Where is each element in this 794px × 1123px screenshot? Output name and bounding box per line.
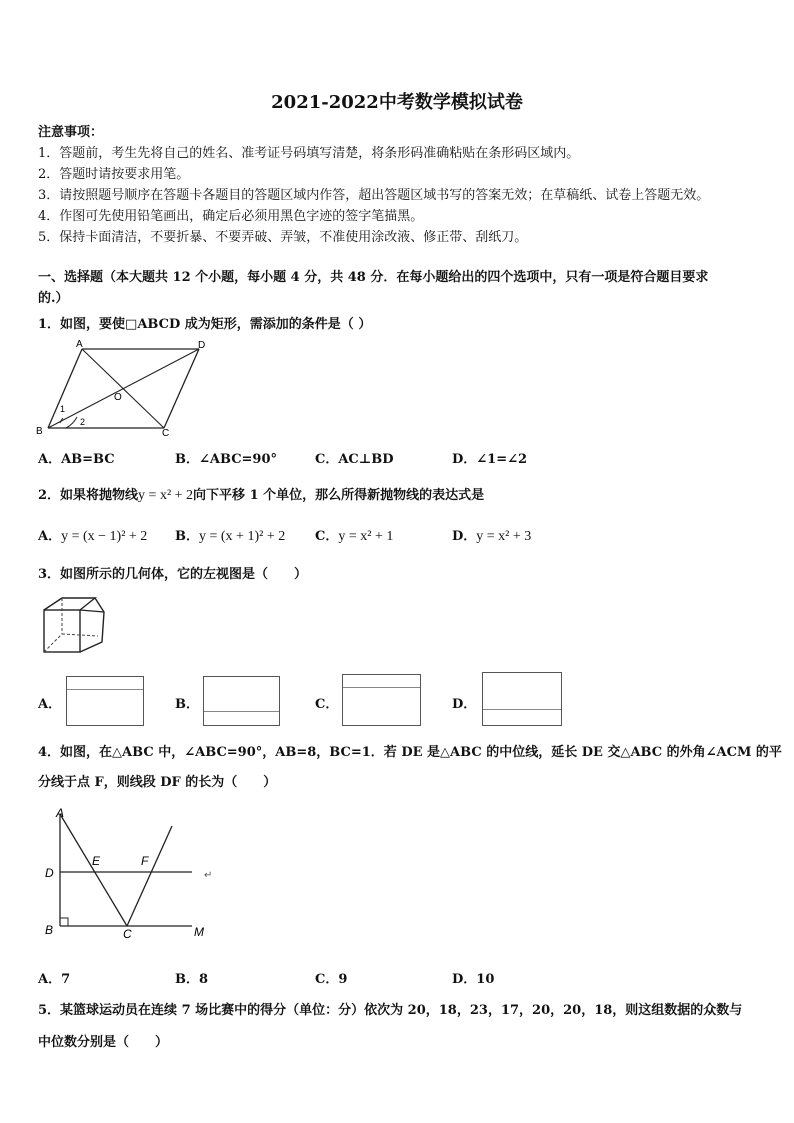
q1-option-c[interactable]: C．AC⊥BD	[315, 452, 394, 467]
q3-option-a-label[interactable]: A．	[38, 697, 62, 712]
q1-label-angle1: 1	[60, 404, 66, 414]
q4-triangle-figure	[42, 806, 222, 941]
q3-option-a-edge	[67, 689, 143, 690]
q4-option-c[interactable]: C．9	[315, 972, 348, 987]
q1-stem: 1．如图，要使□ABCD 成为矩形，需添加的条件是（ ）	[38, 317, 372, 332]
q4-option-d[interactable]: D．10	[452, 972, 495, 987]
q4-stem-line2: 分线于点 F，则线段 DF 的长为（ ）	[38, 775, 277, 790]
q3-option-b-label[interactable]: B．	[175, 697, 199, 712]
q3-stem: 3．如图所示的几何体，它的左视图是（ ）	[38, 567, 308, 582]
note-item: 5．保持卡面清洁，不要折暴、不要弄破、弄皱，不准使用涂改液、修正带、刮纸刀。	[38, 230, 528, 245]
q4-return-mark: ↵	[204, 870, 213, 881]
q3-solid-figure	[40, 596, 110, 658]
q2-option-a[interactable]	[38, 525, 147, 545]
q4-label-c: C	[123, 927, 132, 941]
page-title: 2021-2022中考数学模拟试卷	[271, 92, 523, 113]
q3-option-c-label[interactable]: C．	[315, 697, 339, 712]
q4-option-b[interactable]: B．8	[175, 972, 209, 987]
q4-label-b: B	[45, 923, 54, 937]
q1-option-a[interactable]: A．AB=BC	[38, 452, 115, 467]
q1-label-a: A	[76, 339, 83, 350]
q4-stem-line1: 4．如图，在△ABC 中，∠ABC=90°，AB=8，BC=1．若 DE 是△ABC 的中位线，延长 DE 交△ABC 的外角∠ACM 的平	[38, 745, 782, 760]
q5-stem-line1: 5．某篮球运动员在连续 7 场比赛中的得分（单位：分）依次为 20，18，23，17，20，20，18，则这组数据的众数与	[38, 1003, 743, 1018]
q3-option-d-edge	[483, 709, 561, 710]
q2-stem-pre: 2．如果将抛物线	[38, 488, 139, 503]
q4-label-e: E	[92, 854, 101, 868]
q2-stem-formula: y = x² + 2	[138, 488, 194, 503]
q2-option-d[interactable]	[452, 525, 531, 545]
q3-option-b-edge	[204, 711, 279, 712]
q4-label-m: M	[194, 925, 204, 939]
q1-label-o: O	[114, 392, 122, 403]
q2-option-d-label: D．	[452, 529, 477, 544]
section-heading-line1: 一、选择题（本大题共 12 个小题，每小题 4 分，共 48 分．在每小题给出的四个选项中，只有一项是符合题目要求	[38, 270, 709, 285]
q2-option-a-label: A．	[38, 529, 62, 544]
q2-stem-post: 向下平移 1 个单位，那么所得新抛物线的表达式是	[193, 488, 485, 503]
q4-label-d: D	[45, 866, 54, 880]
q2-option-d-formula: y = x² + 3	[476, 529, 532, 544]
q3-option-a-shape[interactable]	[66, 676, 144, 726]
q1-parallelogram-figure	[36, 339, 212, 439]
q1-label-c: C	[162, 428, 170, 439]
section-heading-line2: 的.）	[38, 291, 69, 306]
q3-option-d-shape[interactable]	[482, 672, 562, 726]
q1-option-b[interactable]: B．∠ABC=90°	[175, 452, 278, 467]
q4-option-a[interactable]: A．7	[38, 972, 71, 987]
q3-option-b-shape[interactable]	[203, 676, 280, 726]
q3-option-c-shape[interactable]	[342, 674, 421, 726]
note-item: 1．答题前，考生先将自己的姓名、准考证号码填写清楚，将条形码准确粘贴在条形码区域内。	[38, 146, 580, 161]
q2-option-b[interactable]	[175, 525, 285, 545]
q2-option-c-label: C．	[315, 529, 339, 544]
q3-option-c-edge	[343, 687, 420, 688]
note-item: 2．答题时请按要求用笔。	[38, 167, 190, 182]
notes-heading: 注意事项：	[38, 125, 104, 140]
q4-label-f: F	[141, 854, 149, 868]
q1-label-d: D	[198, 340, 206, 351]
q2-option-c[interactable]	[315, 525, 393, 545]
q2-stem	[38, 484, 484, 504]
q2-option-b-label: B．	[175, 529, 199, 544]
q2-option-b-formula: y = (x + 1)² + 2	[199, 529, 286, 544]
q2-option-a-formula: y = (x − 1)² + 2	[61, 529, 148, 544]
q5-stem-line2: 中位数分别是（ ）	[38, 1035, 169, 1050]
q1-label-angle2: 2	[80, 417, 86, 427]
q3-option-d-label[interactable]: D．	[452, 697, 477, 712]
q2-option-c-formula: y = x² + 1	[338, 529, 394, 544]
note-item: 4．作图可先使用铅笔画出，确定后必须用黑色字迹的签字笔描黑。	[38, 209, 424, 224]
q1-label-b: B	[36, 426, 43, 437]
q1-option-d[interactable]: D．∠1=∠2	[452, 452, 528, 467]
q4-label-a: A	[56, 806, 65, 820]
note-item: 3．请按照题号顺序在答题卡各题目的答题区域内作答，超出答题区域书写的答案无效；在草稿纸、试卷上答题无效。	[38, 188, 710, 203]
